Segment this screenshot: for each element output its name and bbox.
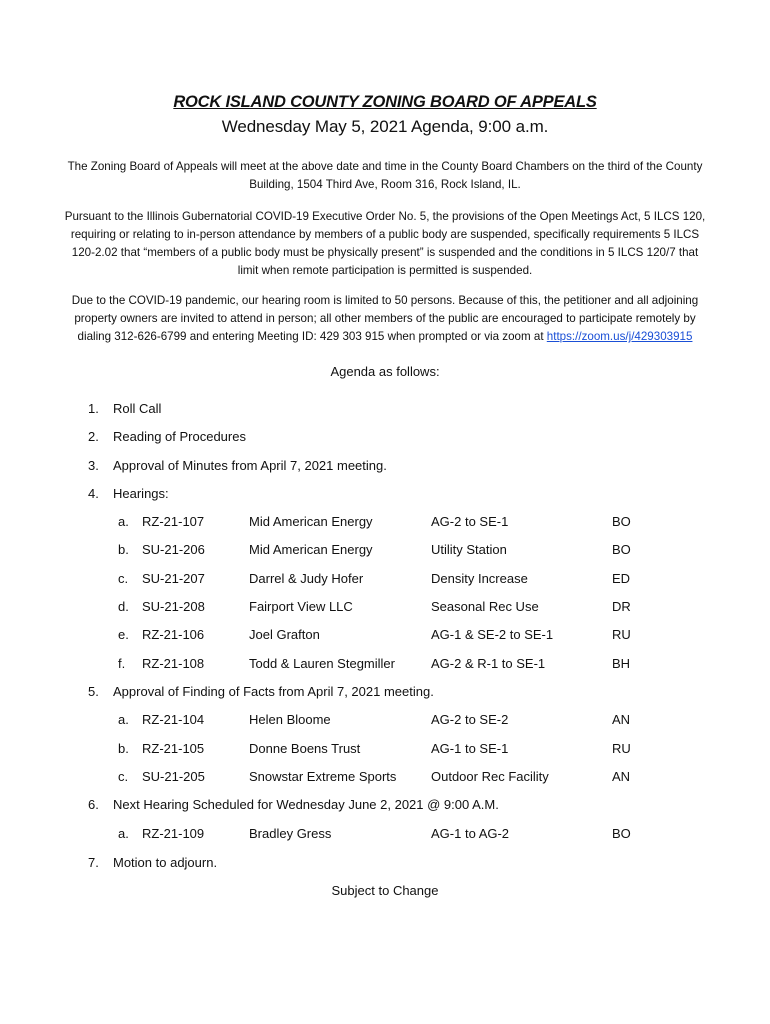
member-initials: RU — [612, 741, 631, 756]
case-number: SU-21-207 — [142, 571, 205, 586]
item-text: Next Hearing Scheduled for Wednesday June 2, 2021 @ 9:00 A.M. — [113, 797, 499, 812]
case-number: SU-21-205 — [142, 769, 205, 784]
member-initials: BO — [612, 826, 631, 841]
petitioner-name: Fairport View LLC — [249, 599, 353, 614]
request: Density Increase — [431, 571, 528, 586]
petitioner-name: Mid American Energy — [249, 542, 373, 557]
item-text: Roll Call — [113, 401, 162, 416]
agenda-item-roll-call — [88, 401, 161, 416]
agenda-item-findings — [88, 684, 434, 699]
finding-row — [0, 769, 770, 787]
item-number: 7. — [88, 855, 99, 870]
case-number: RZ-21-106 — [142, 627, 205, 642]
petitioner-name: Joel Grafton — [249, 627, 320, 642]
member-initials: BO — [612, 542, 631, 557]
petitioner-name: Todd & Lauren Stegmiller — [249, 656, 395, 671]
row-letter: b. — [118, 542, 129, 557]
member-initials: AN — [612, 712, 631, 727]
petitioner-name: Bradley Gress — [249, 826, 332, 841]
hearing-row — [0, 542, 770, 560]
petitioner-name: Darrel & Judy Hofer — [249, 571, 364, 586]
row-letter: a. — [118, 514, 129, 529]
row-letter: a. — [118, 712, 129, 727]
petitioner-name: Snowstar Extreme Sports — [249, 769, 397, 784]
executive-order-paragraph: Pursuant to the Illinois Gubernatorial COVID-19 Executive Order No. 5, the provisions of the Open Meetings Act, 5 ILCS 120, requiring or relating to in-person attendance by members of a public body are suspended, specifically requirements 5 ILCS 120-2.02 that “members of a public body must be physically present” is suspended and the conditions in 5 ILCS 120/7 that limit when remote participation is permitted is suspended. — [64, 210, 706, 277]
subject-to-change-note: Subject to Change — [331, 883, 439, 898]
request: AG-1 to AG-2 — [431, 826, 510, 841]
hearing-row — [0, 599, 770, 617]
agenda-intro: Agenda as follows: — [330, 364, 440, 379]
hearing-row — [0, 627, 770, 645]
hearing-row — [0, 514, 770, 532]
item-text: Approval of Finding of Facts from April 7, 2021 meeting. — [113, 684, 434, 699]
hearing-row — [0, 656, 770, 674]
hearing-row — [0, 571, 770, 589]
item-number: 5. — [88, 684, 99, 699]
case-number: RZ-21-107 — [142, 514, 205, 529]
case-number: RZ-21-109 — [142, 826, 205, 841]
row-letter: c. — [118, 769, 129, 784]
row-letter: f. — [118, 656, 126, 671]
agenda-item-procedures — [88, 429, 246, 444]
row-letter: e. — [118, 627, 129, 642]
row-letter: a. — [118, 826, 129, 841]
case-number: SU-21-208 — [142, 599, 205, 614]
agenda-item-hearings — [88, 486, 169, 501]
request: AG-2 to SE-2 — [431, 712, 509, 727]
case-number: RZ-21-104 — [142, 712, 205, 727]
covid-participation-paragraph — [62, 292, 708, 346]
request: Utility Station — [431, 542, 507, 557]
petitioner-name: Donne Boens Trust — [249, 741, 361, 756]
row-letter: d. — [118, 599, 129, 614]
row-letter: c. — [118, 571, 129, 586]
item-number: 6. — [88, 797, 99, 812]
request: Outdoor Rec Facility — [431, 769, 549, 784]
item-number: 3. — [88, 458, 99, 473]
member-initials: BO — [612, 514, 631, 529]
item-number: 2. — [88, 429, 99, 444]
request: AG-2 to SE-1 — [431, 514, 509, 529]
agenda-item-minutes — [88, 458, 387, 473]
request: AG-1 to SE-1 — [431, 741, 509, 756]
item-text: Motion to adjourn. — [113, 855, 218, 870]
document-subtitle: Wednesday May 5, 2021 Agenda, 9:00 a.m. — [221, 117, 549, 136]
request: AG-1 & SE-2 to SE-1 — [431, 627, 554, 642]
next-hearing-row — [0, 826, 770, 844]
meeting-location-paragraph: The Zoning Board of Appeals will meet at the above date and time in the County Board Chambers on the third of the County Building, 1504 Third Ave, Room 316, Rock Island, IL. — [67, 160, 703, 191]
document-title: ROCK ISLAND COUNTY ZONING BOARD OF APPEALS — [173, 93, 597, 111]
agenda-item-adjourn — [88, 855, 217, 870]
agenda-item-next-hearing — [88, 797, 499, 812]
member-initials: RU — [612, 627, 631, 642]
case-number: SU-21-206 — [142, 542, 205, 557]
request: AG-2 & R-1 to SE-1 — [431, 656, 546, 671]
participation-text: Due to the COVID-19 pandemic, our hearing room is limited to 50 persons. Because of this, the petitioner and all adjoining property owners are invited to attend in person; all other members of the public are encouraged to participate remotely by dialing 312-626-6799 and entering Meeting ID: 429 303 915 when prompted or via zoom at — [71, 294, 699, 343]
item-number: 1. — [88, 401, 99, 416]
request: Seasonal Rec Use — [431, 599, 539, 614]
row-letter: b. — [118, 741, 129, 756]
member-initials: ED — [612, 571, 631, 586]
item-text: Reading of Procedures — [113, 429, 246, 444]
petitioner-name: Mid American Energy — [249, 514, 373, 529]
item-text: Approval of Minutes from April 7, 2021 meeting. — [113, 458, 387, 473]
member-initials: AN — [612, 769, 631, 784]
member-initials: BH — [612, 656, 631, 671]
petitioner-name: Helen Bloome — [249, 712, 331, 727]
finding-row — [0, 741, 770, 759]
zoom-link[interactable]: https://zoom.us/j/429303915 — [546, 330, 693, 343]
case-number: RZ-21-108 — [142, 656, 205, 671]
item-text: Hearings: — [113, 486, 169, 501]
member-initials: DR — [612, 599, 631, 614]
finding-row — [0, 712, 770, 730]
case-number: RZ-21-105 — [142, 741, 205, 756]
item-number: 4. — [88, 486, 99, 501]
